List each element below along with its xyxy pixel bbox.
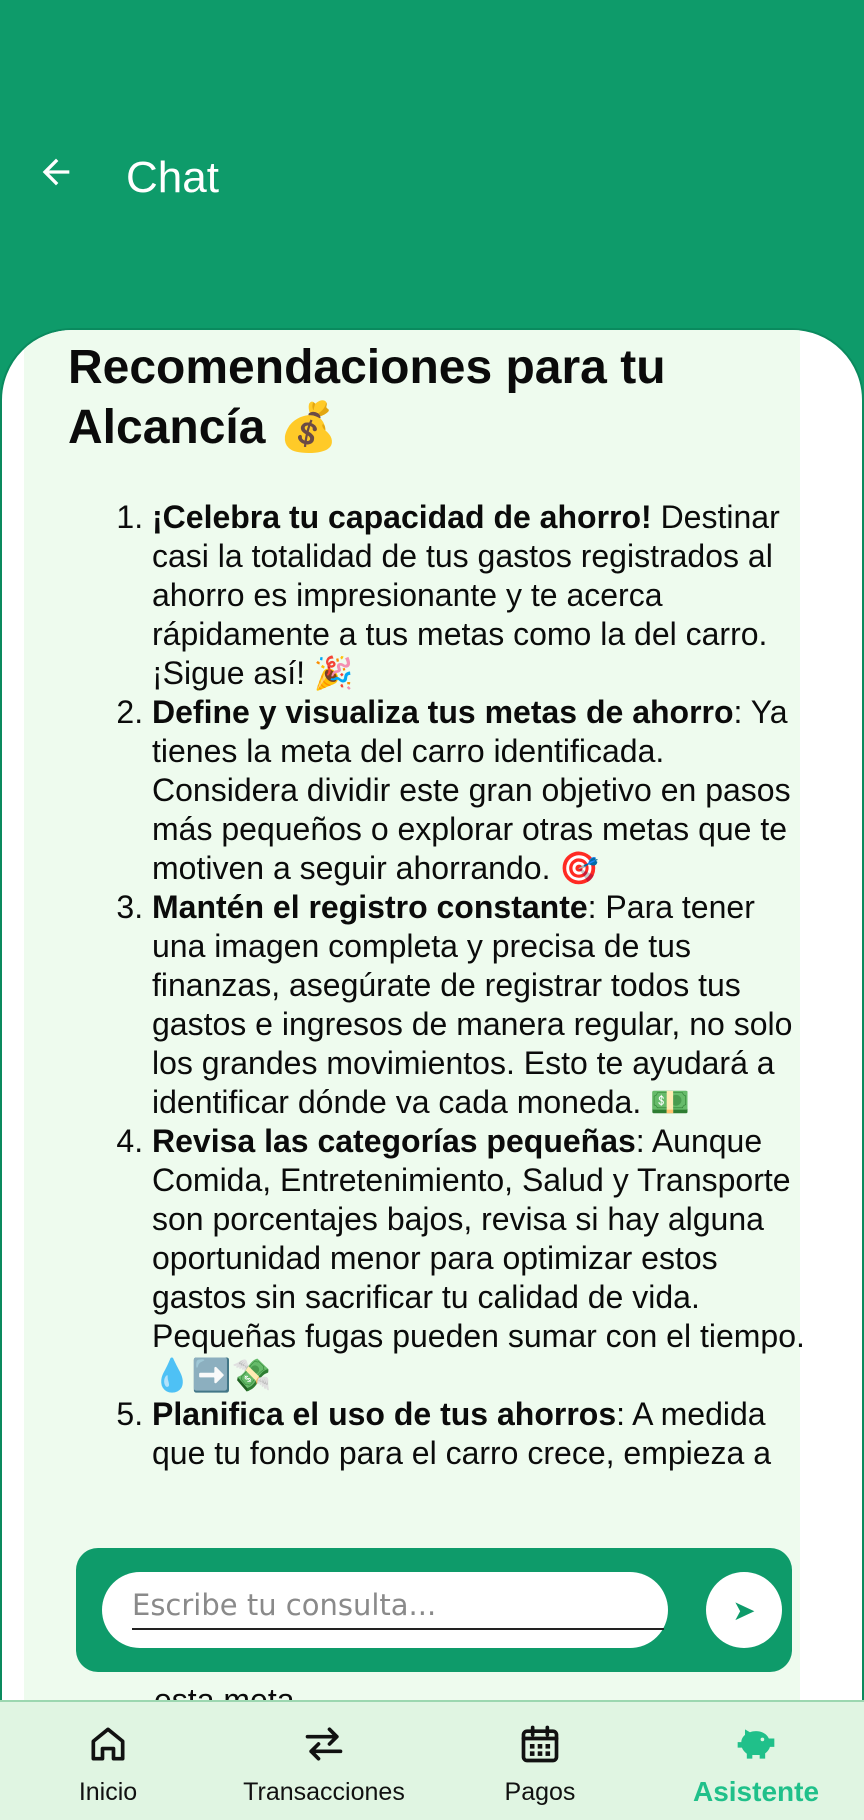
- transfer-arrows-icon: [302, 1722, 346, 1766]
- list-item: 1. ¡Celebra tu capacidad de ahorro! Destinar casi la totalidad de tus gastos registrados al ahorro es impresionante y te acerca rápidamente a tus metas como la del carro. ¡Sigue así! 🎉: [152, 498, 808, 693]
- query-input[interactable]: [132, 1582, 664, 1630]
- message-content: [68, 338, 808, 1473]
- app-bar: [0, 0, 864, 340]
- nav-item-pagos[interactable]: [432, 1702, 648, 1820]
- nav-label: Inicio: [78, 1778, 138, 1806]
- chat-panel: [0, 328, 864, 1748]
- recommendation-list: [68, 498, 808, 1473]
- home-icon: [86, 1722, 130, 1766]
- nav-item-asistente[interactable]: [648, 1702, 864, 1820]
- send-icon: ➤: [732, 1594, 756, 1626]
- arrow-left-icon[interactable]: [36, 152, 76, 192]
- send-button[interactable]: [706, 1572, 782, 1648]
- bottom-navigation: [0, 1700, 864, 1820]
- assistant-message-bubble: [24, 330, 805, 1748]
- list-item: 5. Planifica el uso de tus ahorros: A medida que tu fondo para el carro crece, empieza a: [152, 1395, 808, 1473]
- input-container: [102, 1572, 668, 1648]
- nav-label: Transacciones: [243, 1778, 405, 1806]
- piggy-bank-icon: [734, 1722, 778, 1766]
- nav-label: Asistente: [692, 1776, 820, 1807]
- list-item: 2. Define y visualiza tus metas de ahorro: Ya tienes la meta del carro identificada. Considera dividir este gran objetivo en pasos más pequeños o explorar otras metas que te motiven a seguir ahorrando. 🎯: [152, 693, 808, 888]
- nav-item-transacciones[interactable]: [216, 1702, 432, 1820]
- page-title: Chat: [126, 153, 219, 202]
- nav-label: Pagos: [504, 1778, 576, 1806]
- nav-item-inicio[interactable]: [0, 1702, 216, 1820]
- message-composer: [76, 1548, 792, 1672]
- message-heading: Recomendaciones para tu Alcancía 💰: [68, 341, 666, 454]
- list-item: 3. Mantén el registro constante: Para tener una imagen completa y precisa de tus finanzas, asegúrate de registrar todos tus gastos e ingresos de manera regular, no solo los grandes movimientos. Esto te ayudará a identificar dónde va cada moneda. 💵: [152, 888, 808, 1122]
- calendar-icon: [518, 1722, 562, 1766]
- list-item: 4. Revisa las categorías pequeñas: Aunque Comida, Entretenimiento, Salud y Transporte son porcentajes bajos, revisa si hay alguna oportunidad menor para optimizar estos gastos sin sacrificar tu calidad de vida. Pequeñas fugas pueden sumar con el tiempo. 💧➡️💸: [152, 1122, 808, 1395]
